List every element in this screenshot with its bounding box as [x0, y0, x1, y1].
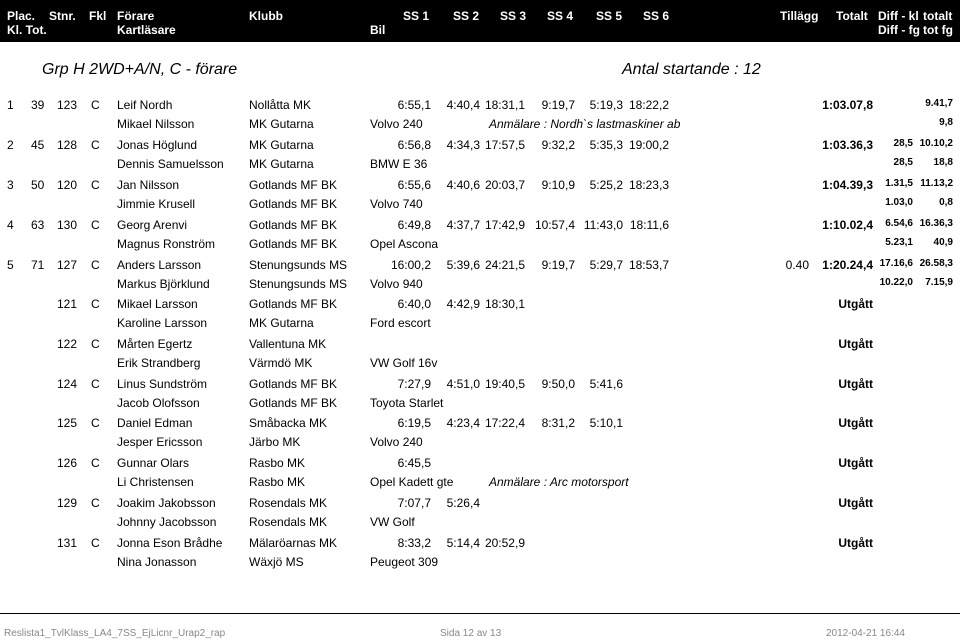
- group-title: Grp H 2WD+A/N, C - förare: [42, 61, 238, 78]
- cell-diff-fg: 1.03,0: [885, 197, 913, 208]
- cell-codriver: Nina Jonasson: [117, 555, 197, 569]
- cell-diff-totalt: 11.13,2: [920, 178, 953, 189]
- cell-diff-kl: 6.54,6: [885, 218, 913, 229]
- cell-ss6: 18:53,7: [628, 258, 669, 272]
- cell-club-codriver: Gotlands MF BK: [249, 396, 338, 410]
- cell-stnr: 125: [57, 416, 78, 430]
- cell-club-driver: Mälaröarnas MK: [249, 536, 338, 550]
- cell-ss4: 9:50,0: [541, 377, 575, 391]
- cell-ss4: 9:19,7: [541, 98, 575, 112]
- header-plac: Plac.: [7, 9, 36, 23]
- cell-ss3: 17:22,4: [484, 416, 525, 430]
- cell-diff-kl: 1.31,5: [885, 178, 913, 189]
- cell-diff-kl: 28,5: [893, 138, 913, 149]
- cell-ss1: 6:49,8: [397, 218, 431, 232]
- cell-tot-fg: 9,8: [939, 117, 953, 128]
- cell-stnr: 131: [57, 536, 78, 550]
- cell-driver: Jonas Höglund: [117, 138, 198, 152]
- cell-car: Toyota Starlet: [370, 396, 444, 410]
- cell-club-codriver: MK Gutarna: [249, 157, 314, 171]
- footer-page: Sida 12 av 13: [440, 628, 502, 639]
- starters-count: Antal startande : 12: [622, 61, 761, 78]
- header-tillagg: Tillägg: [780, 9, 819, 23]
- cell-ss2: 4:42,9: [446, 297, 480, 311]
- cell-codriver: Magnus Ronström: [117, 237, 216, 251]
- cell-club-driver: Gotlands MF BK: [249, 377, 338, 391]
- cell-ss5: 5:10,1: [589, 416, 623, 430]
- cell-total: Utgått: [838, 536, 873, 550]
- cell-diff-totalt: 9.41,7: [925, 98, 953, 109]
- cell-ss2: 4:37,7: [446, 218, 480, 232]
- footer-timestamp: 2012-04-21 16:44: [826, 628, 905, 639]
- cell-diff-kl: 17.16,6: [879, 258, 913, 269]
- cell-club-codriver: Rasbo MK: [249, 475, 306, 489]
- header-ss4: SS 4: [547, 9, 574, 23]
- cell-total: 1:03.07,8: [822, 98, 873, 112]
- cell-club-driver: Gotlands MF BK: [249, 218, 338, 232]
- cell-car: Ford escort: [370, 316, 431, 330]
- cell-ss5: 11:43,0: [583, 218, 623, 232]
- cell-club-driver: Vallentuna MK: [249, 337, 327, 351]
- cell-ss3: 20:52,9: [484, 536, 525, 550]
- cell-club-codriver: Stenungsunds MS: [249, 277, 348, 291]
- cell-codriver: Mikael Nilsson: [117, 117, 195, 131]
- cell-club-driver: Gotlands MF BK: [249, 178, 338, 192]
- cell-car: Volvo 240: [370, 435, 423, 449]
- cell-club-driver: Småbacka MK: [249, 416, 328, 430]
- cell-fkl: C: [91, 258, 100, 272]
- header-bil: Bil: [370, 23, 386, 37]
- cell-ss4: 9:32,2: [541, 138, 575, 152]
- cell-codriver: Jesper Ericsson: [117, 435, 203, 449]
- cell-fkl: C: [91, 496, 100, 510]
- cell-stnr: 123: [57, 98, 78, 112]
- cell-plac: 3: [7, 178, 14, 192]
- cell-club-codriver: MK Gutarna: [249, 117, 314, 131]
- cell-ss6: 18:11,6: [629, 218, 669, 232]
- cell-ss2: 5:39,6: [446, 258, 480, 272]
- cell-tot-fg: 7.15,9: [925, 277, 953, 288]
- cell-club-driver: Stenungsunds MS: [249, 258, 348, 272]
- cell-ss3: 17:57,5: [484, 138, 525, 152]
- cell-car: Volvo 740: [370, 197, 423, 211]
- cell-fkl: C: [91, 138, 100, 152]
- cell-ss1: 6:55,1: [397, 98, 431, 112]
- cell-tot-fg: 0,8: [939, 197, 953, 208]
- cell-codriver: Dennis Samuelsson: [117, 157, 224, 171]
- cell-kl-tot: 45: [31, 138, 45, 152]
- cell-fkl: C: [91, 416, 100, 430]
- cell-diff-totalt: 10.10,2: [919, 138, 953, 149]
- cell-kl-tot: 50: [31, 178, 45, 192]
- cell-ss1: 6:40,0: [397, 297, 431, 311]
- cell-note: Anmälare : Nordh`s lastmaskiner ab: [489, 117, 681, 131]
- header-totalt: Totalt: [836, 9, 868, 23]
- cell-ss4: 10:57,4: [534, 218, 575, 232]
- cell-total: 1:20.24,4: [822, 258, 873, 272]
- header-tot-fg: tot fg: [923, 23, 953, 37]
- cell-total: Utgått: [838, 297, 873, 311]
- cell-fkl: C: [91, 297, 100, 311]
- cell-kl-tot: 39: [31, 98, 45, 112]
- cell-ss3: 20:03,7: [484, 178, 525, 192]
- cell-ss6: 19:00,2: [628, 138, 669, 152]
- cell-club-codriver: Järbo MK: [249, 435, 301, 449]
- cell-ss3: 18:31,1: [484, 98, 525, 112]
- cell-ss6: 18:22,2: [628, 98, 669, 112]
- cell-stnr: 120: [57, 178, 78, 192]
- cell-total: Utgått: [838, 456, 873, 470]
- cell-fkl: C: [91, 218, 100, 232]
- header-klubb: Klubb: [249, 9, 283, 23]
- cell-stnr: 129: [57, 496, 78, 510]
- table-header: [0, 0, 960, 42]
- cell-diff-fg: 10.22,0: [879, 277, 913, 288]
- row-spacer: [0, 216, 960, 217]
- cell-ss2: 4:23,4: [446, 416, 480, 430]
- cell-tot-fg: 18,8: [933, 157, 953, 168]
- cell-total: 1:10.02,4: [822, 218, 873, 232]
- row-spacer: [0, 256, 960, 257]
- cell-club-driver: Nollåtta MK: [249, 98, 312, 112]
- header-ss2: SS 2: [453, 9, 480, 23]
- cell-total: Utgått: [838, 496, 873, 510]
- cell-car: VW Golf: [370, 515, 415, 529]
- cell-car: Opel Ascona: [370, 237, 439, 251]
- cell-club-codriver: Värmdö MK: [249, 356, 313, 370]
- header-totalt2: totalt: [923, 9, 953, 23]
- cell-car: Volvo 940: [370, 277, 423, 291]
- cell-club-codriver: Rosendals MK: [249, 515, 328, 529]
- cell-driver: Jonna Eson Brådhe: [117, 536, 223, 550]
- header-ss6: SS 6: [643, 9, 670, 23]
- cell-ss1: 7:07,7: [397, 496, 431, 510]
- header-diff-kl: Diff - kl: [878, 9, 919, 23]
- cell-club-codriver: Gotlands MF BK: [249, 237, 338, 251]
- cell-car: Volvo 240: [370, 117, 423, 131]
- footer-divider: [0, 613, 960, 614]
- cell-ss2: 5:26,4: [446, 496, 480, 510]
- row-spacer: [0, 176, 960, 177]
- cell-driver: Mikael Larsson: [117, 297, 198, 311]
- cell-ss1: 6:19,5: [397, 416, 431, 430]
- cell-club-driver: Rasbo MK: [249, 456, 306, 470]
- cell-total: 1:03.36,3: [822, 138, 873, 152]
- cell-car: VW Golf 16v: [370, 356, 438, 370]
- cell-ss1: 16:00,2: [390, 258, 431, 272]
- cell-ss5: 5:41,6: [589, 377, 623, 391]
- cell-ss4: 8:31,2: [541, 416, 575, 430]
- cell-club-codriver: Wäxjö MS: [249, 555, 304, 569]
- cell-club-codriver: Gotlands MF BK: [249, 197, 338, 211]
- cell-fkl: C: [91, 377, 100, 391]
- cell-codriver: Markus Björklund: [117, 277, 210, 291]
- cell-codriver: Li Christensen: [117, 475, 194, 489]
- cell-diff-totalt: 16.36,3: [919, 218, 953, 229]
- header-diff-fg: Diff - fg: [878, 23, 920, 37]
- cell-stnr: 126: [57, 456, 78, 470]
- cell-ss1: 6:45,5: [397, 456, 431, 470]
- cell-stnr: 124: [57, 377, 78, 391]
- cell-ss5: 5:35,3: [589, 138, 623, 152]
- cell-car: Opel Kadett gte: [370, 475, 454, 489]
- header-stnr: Stnr.: [49, 9, 76, 23]
- cell-club-driver: Gotlands MF BK: [249, 297, 338, 311]
- cell-codriver: Karoline Larsson: [117, 316, 208, 330]
- cell-driver: Georg Arenvi: [117, 218, 188, 232]
- cell-car: Peugeot 309: [370, 555, 439, 569]
- cell-codriver: Jimmie Krusell: [117, 197, 196, 211]
- header-ss5: SS 5: [596, 9, 623, 23]
- cell-codriver: Jacob Olofsson: [117, 396, 200, 410]
- header-ss3: SS 3: [500, 9, 527, 23]
- cell-tot-fg: 40,9: [933, 237, 953, 248]
- cell-plac: 1: [7, 98, 14, 112]
- cell-ss2: 5:14,4: [446, 536, 480, 550]
- cell-stnr: 130: [57, 218, 78, 232]
- cell-diff-totalt: 26.58,3: [919, 258, 953, 269]
- cell-ss5: 5:19,3: [589, 98, 623, 112]
- cell-plac: 4: [7, 218, 14, 232]
- cell-ss6: 18:23,3: [628, 178, 669, 192]
- cell-driver: Leif Nordh: [117, 98, 173, 112]
- cell-codriver: Johnny Jacobsson: [117, 515, 217, 529]
- cell-driver: Anders Larsson: [117, 258, 202, 272]
- cell-kl-tot: 71: [31, 258, 45, 272]
- cell-plac: 5: [7, 258, 14, 272]
- cell-ss3: 18:30,1: [484, 297, 525, 311]
- cell-driver: Linus Sundström: [117, 377, 208, 391]
- cell-total: Utgått: [838, 416, 873, 430]
- row-spacer: [0, 136, 960, 137]
- cell-tillagg: 0.40: [785, 258, 809, 272]
- cell-ss2: 4:34,3: [446, 138, 480, 152]
- header-ss1: SS 1: [403, 9, 430, 23]
- cell-stnr: 121: [57, 297, 78, 311]
- cell-diff-fg: 5.23,1: [885, 237, 913, 248]
- cell-codriver: Erik Strandberg: [117, 356, 201, 370]
- cell-fkl: C: [91, 98, 100, 112]
- cell-note: Anmälare : Arc motorsport: [489, 475, 629, 489]
- header-kartlasare: Kartläsare: [117, 23, 176, 37]
- header-fkl: Fkl: [89, 9, 107, 23]
- cell-plac: 2: [7, 138, 14, 152]
- header-kl-tot: Kl. Tot.: [7, 23, 47, 37]
- cell-ss3: 24:21,5: [484, 258, 525, 272]
- cell-ss1: 6:55,6: [397, 178, 431, 192]
- cell-stnr: 122: [57, 337, 78, 351]
- cell-fkl: C: [91, 536, 100, 550]
- cell-driver: Jan Nilsson: [117, 178, 180, 192]
- cell-total: Utgått: [838, 377, 873, 391]
- cell-club-driver: MK Gutarna: [249, 138, 314, 152]
- cell-stnr: 128: [57, 138, 78, 152]
- cell-club-driver: Rosendals MK: [249, 496, 328, 510]
- cell-fkl: C: [91, 178, 100, 192]
- footer-report-name: Reslista1_TvlKlass_LA4_7SS_EjLicnr_Urap2_rap: [4, 628, 226, 639]
- cell-diff-fg: 28,5: [893, 157, 913, 168]
- cell-kl-tot: 63: [31, 218, 45, 232]
- cell-stnr: 127: [57, 258, 78, 272]
- cell-fkl: C: [91, 456, 100, 470]
- cell-driver: Mårten Egertz: [117, 337, 193, 351]
- cell-fkl: C: [91, 337, 100, 351]
- cell-ss2: 4:40,4: [446, 98, 480, 112]
- cell-club-codriver: MK Gutarna: [249, 316, 314, 330]
- cell-driver: Daniel Edman: [117, 416, 193, 430]
- cell-driver: Joakim Jakobsson: [117, 496, 216, 510]
- cell-total: 1:04.39,3: [822, 178, 873, 192]
- cell-ss1: 8:33,2: [397, 536, 431, 550]
- cell-total: Utgått: [838, 337, 873, 351]
- cell-ss4: 9:10,9: [541, 178, 575, 192]
- cell-ss1: 6:56,8: [397, 138, 431, 152]
- cell-car: BMW E 36: [370, 157, 428, 171]
- cell-ss2: 4:40,6: [446, 178, 480, 192]
- cell-driver: Gunnar Olars: [117, 456, 190, 470]
- cell-ss5: 5:29,7: [589, 258, 623, 272]
- cell-ss1: 7:27,9: [397, 377, 431, 391]
- cell-ss3: 17:42,9: [484, 218, 525, 232]
- cell-ss5: 5:25,2: [589, 178, 623, 192]
- cell-ss3: 19:40,5: [484, 377, 525, 391]
- cell-ss2: 4:51,0: [446, 377, 480, 391]
- header-forare: Förare: [117, 9, 155, 23]
- cell-ss4: 9:19,7: [541, 258, 575, 272]
